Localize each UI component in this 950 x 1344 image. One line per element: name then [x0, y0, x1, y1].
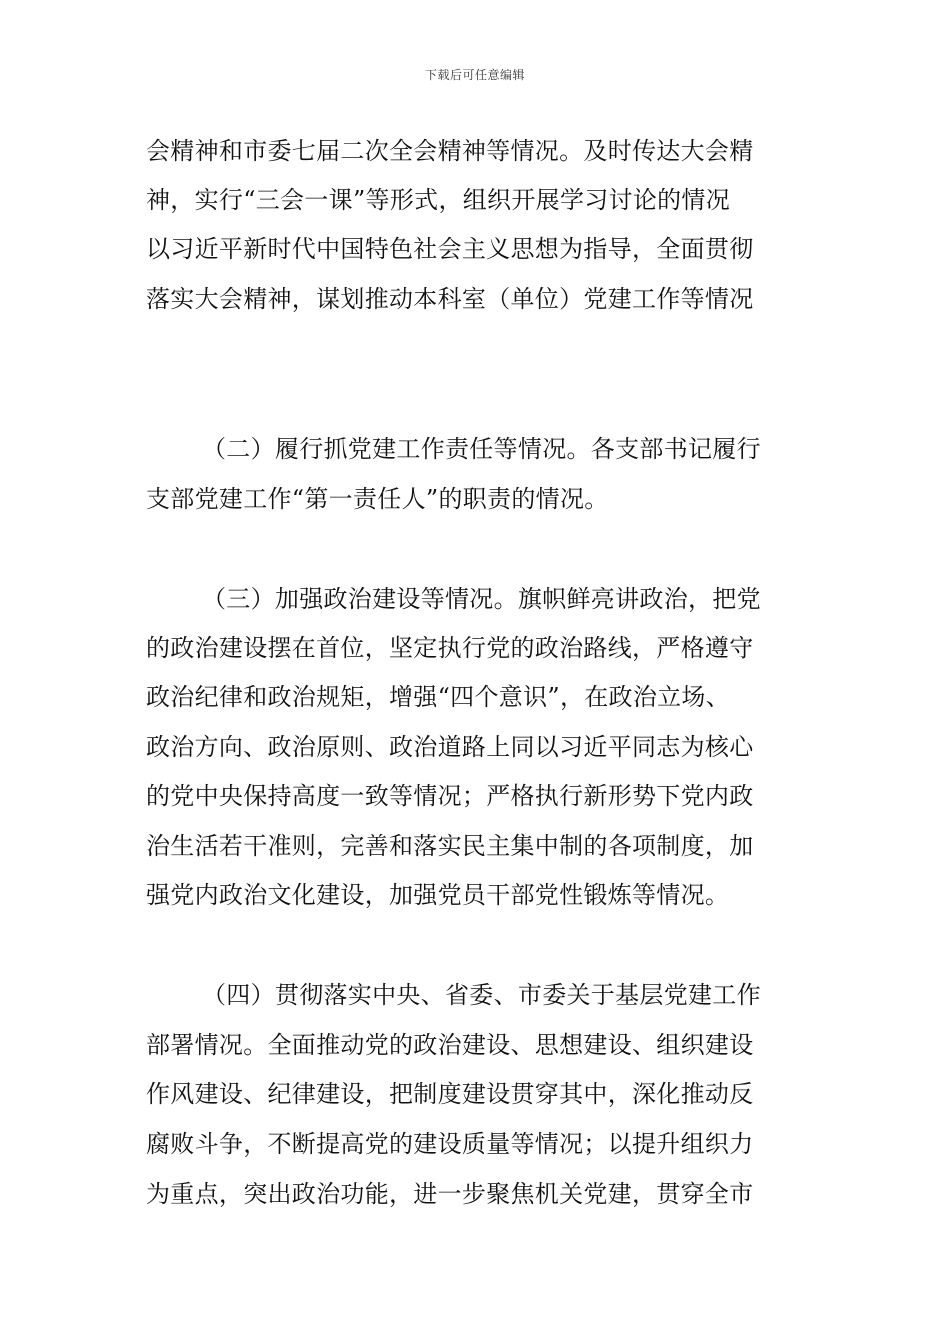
text-line: 以习近平新时代中国特色社会主义思想为指导，全面贯彻: [146, 235, 754, 263]
text-line: 政治方向、政治原则、政治道路上同以习近平同志为核心: [146, 733, 754, 761]
text-line: 为重点，突出政治功能，进一步聚焦机关党建，贯穿全市: [146, 1180, 754, 1208]
paragraph-2-first-line: （二）履行抓党建工作责任等情况。各支部书记履行: [202, 435, 761, 463]
paragraph-3-first-line: （三）加强政治建设等情况。旗帜鲜亮讲政治，把党: [202, 585, 761, 613]
text-line: 会精神和市委七届二次全会精神等情况。及时传达大会精: [146, 137, 754, 165]
text-line: 落实大会精神，谋划推动本科室（单位）党建工作等情况: [146, 285, 754, 313]
text-line: 强党内政治文化建设，加强党员干部党性锻炼等情况。: [146, 881, 730, 909]
text-line: 政治纪律和政治规矩，增强“四个意识”，在政治立场、: [146, 683, 731, 711]
text-line: 腐败斗争，不断提高党的建设质量等情况；以提升组织力: [146, 1130, 754, 1158]
text-line: 支部党建工作“第一责任人”的职责的情况。: [146, 485, 609, 513]
text-line: 作风建设、纪律建设，把制度建设贯穿其中，深化推动反: [146, 1080, 754, 1108]
text-line: 神，实行“三会一课”等形式，组织开展学习讨论的情况: [146, 186, 731, 214]
text-line: 部署情况。全面推动党的政治建设、思想建设、组织建设: [146, 1031, 754, 1059]
paragraph-4-first-line: （四）贯彻落实中央、省委、市委关于基层党建工作: [202, 981, 761, 1009]
text-line: 的党中央保持高度一致等情况；严格执行新形势下党内政: [146, 782, 754, 810]
page-header-note: 下载后可任意编辑: [424, 68, 525, 82]
text-line: 的政治建设摆在首位，坚定执行党的政治路线，严格遵守: [146, 634, 754, 662]
text-line: 治生活若干准则，完善和落实民主集中制的各项制度，加: [146, 832, 754, 860]
